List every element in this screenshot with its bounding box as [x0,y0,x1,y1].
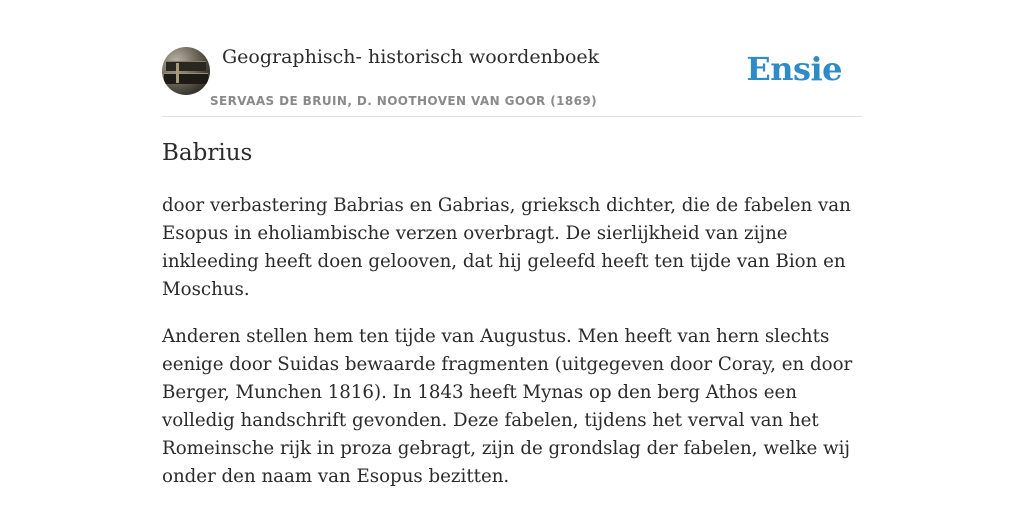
brand-logo[interactable]: Ensie [746,50,842,88]
entry-paragraph: Anderen stellen hem ten tijde van Augustus. Men heeft van hern slechts eenige door Suidas bewaarde fragmenten (uitgegeven door Coray, en door Berger, Munchen 1816). In 1843 heeft Mynas op den berg Athos een volledig handschrift gevonden. Deze fabelen, tijdens het verval van het Romeinsche rijk in proza gebragt, zijn de grondslag der fabelen, welke wij onder den naam van Esopus bezitten. [162,326,853,487]
entry-title: Babrius [162,140,253,166]
book-band-icon [176,63,179,83]
book-cover-avatar[interactable] [162,47,210,95]
book-spine-icon [164,73,208,84]
source-header [162,40,862,117]
entry-body [162,192,862,510]
entry-paragraph: door verbastering Babrias en Gabrias, grieksch dichter, die de fabelen van Esopus in eholiambische verzen overbragt. De sierlijkheid van zijne inkleeding heeft doen gelooven, dat hij geleefd heeft ten tijde van Bion en Moschus. [162,195,851,300]
source-book-title[interactable]: Geographisch- historisch woordenboek [222,46,600,68]
source-authors: SERVAAS DE BRUIN, D. NOOTHOVEN VAN GOOR (1869) [210,94,598,108]
book-spine-icon [166,61,206,71]
